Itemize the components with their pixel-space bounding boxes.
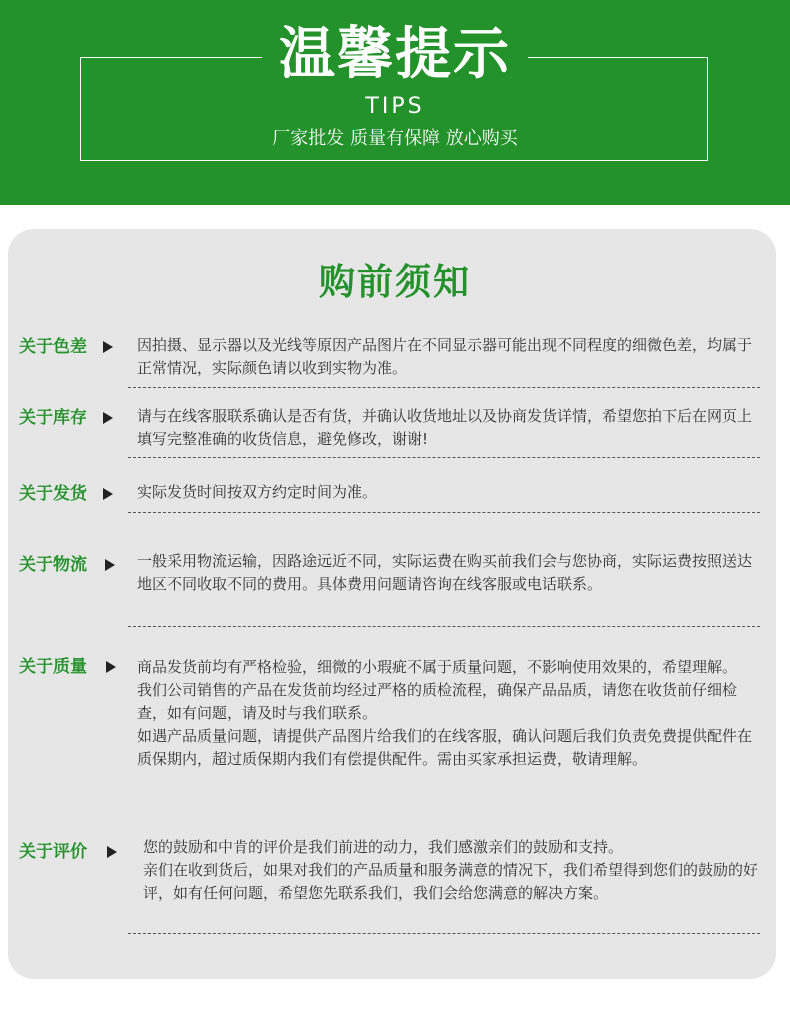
- arrow-right-icon: [105, 559, 115, 571]
- section-label-stock: 关于库存: [19, 408, 87, 428]
- section-label-color-difference: 关于色差: [19, 337, 87, 357]
- section-divider: [128, 387, 760, 388]
- banner-subtitle: TIPS: [365, 94, 425, 119]
- arrow-right-icon: [103, 488, 113, 500]
- section-divider: [128, 512, 760, 513]
- section-divider: [128, 626, 760, 627]
- section-label-logistics: 关于物流: [19, 555, 87, 575]
- section-label-review: 关于评价: [19, 842, 87, 862]
- section-body-logistics: 一般采用物流运输，因路途远近不同，实际运费在购买前我们会与您协商，实际运费按照送达地区不同收取不同的费用。具体费用问题请咨询在线客服或电话联系。: [137, 552, 753, 593]
- notice-title: 购前须知: [318, 262, 471, 303]
- arrow-right-icon: [106, 661, 116, 673]
- section-label-shipping: 关于发货: [19, 484, 87, 504]
- section-body-color-difference: 因拍摄、显示器以及光线等原因产品图片在不同显示器可能出现不同程度的细微色差，均属于正常情况，实际颜色请以收到实物为准。: [137, 336, 753, 377]
- arrow-right-icon: [103, 341, 113, 353]
- section-body-shipping: 实际发货时间按双方约定时间为准。: [137, 483, 378, 501]
- section-divider: [128, 933, 760, 934]
- section-body-quality: 商品发货前均有严格检验，细微的小瑕疵不属于质量问题，不影响使用效果的，希望理解。 我们公司销售的产品在发货前均经过严格的质检流程，确保产品品质，请您在收货前仔细检查，如有问题，请及时与我们联系。 如遇产品质量问题，请提供产品图片给我们的在线客服，确认问题后我们负责免费提供配件在质保期内，超过质保期内我们有偿提供配件。需由买家承担运费，敬请理解。: [137, 658, 753, 768]
- tips-banner: [0, 0, 790, 205]
- section-label-quality: 关于质量: [19, 657, 87, 677]
- arrow-right-icon: [103, 412, 113, 424]
- banner-title: 温馨提示: [279, 22, 511, 87]
- section-body-review: 您的鼓励和中肯的评价是我们前进的动力，我们感激亲们的鼓励和支持。 亲们在收到货后，如果对我们的产品质量和服务满意的情况下，我们希望得到您们的鼓励的好评，如有任何问题，希望您先联系我们，我们会给您满意的解决方案。: [143, 838, 759, 902]
- arrow-right-icon: [107, 846, 117, 858]
- section-body-stock: 请与在线客服联系确认是否有货，并确认收货地址以及协商发货详情，希望您拍下后在网页上填写完整准确的收货信息，避免修改，谢谢!: [137, 407, 753, 448]
- section-divider: [128, 457, 760, 458]
- banner-slogan: 厂家批发 质量有保障 放心购买: [272, 128, 518, 149]
